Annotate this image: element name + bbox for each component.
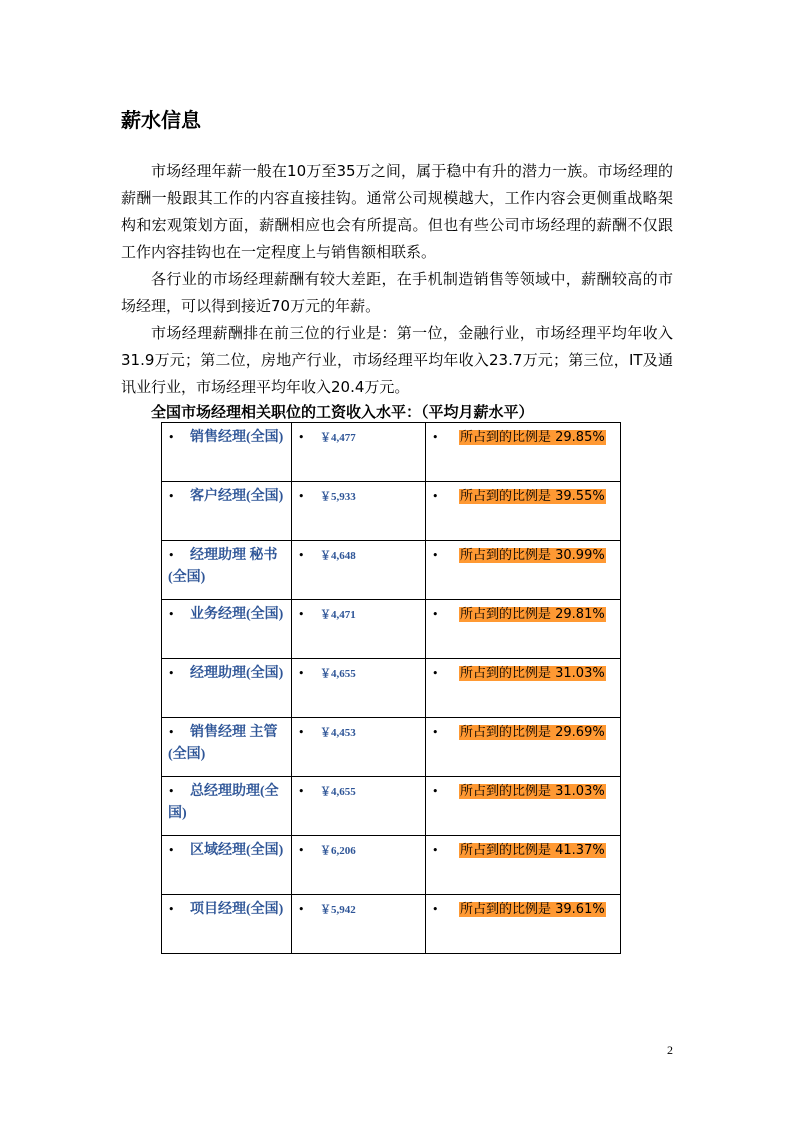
bullet-icon: • xyxy=(168,490,175,503)
salary-cell xyxy=(292,718,426,777)
bullet-icon: • xyxy=(432,608,439,621)
job-title-link[interactable]: 业务经理(全国) xyxy=(190,607,284,622)
ratio-highlight: 所占到的比例是 29.85% xyxy=(460,430,605,445)
job-title-cell xyxy=(162,600,292,659)
job-title-cell xyxy=(162,482,292,541)
bullet-icon: • xyxy=(298,726,305,739)
ratio-highlight: 所占到的比例是 31.03% xyxy=(460,784,605,799)
salary-cell xyxy=(292,659,426,718)
table-row xyxy=(162,836,621,895)
ratio-cell xyxy=(426,541,621,600)
bullet-icon: • xyxy=(298,549,305,562)
table-row xyxy=(162,659,621,718)
bullet-icon: • xyxy=(432,667,439,680)
ratio-cell xyxy=(426,895,621,954)
bullet-icon: • xyxy=(298,431,305,444)
bullet-icon: • xyxy=(432,844,439,857)
bullet-icon: • xyxy=(168,549,175,562)
bullet-icon: • xyxy=(168,844,175,857)
bullet-icon: • xyxy=(168,785,175,798)
bullet-icon: • xyxy=(298,785,305,798)
salary-table xyxy=(161,422,621,954)
ratio-cell xyxy=(426,836,621,895)
job-title-cell xyxy=(162,777,292,836)
bullet-icon: • xyxy=(168,608,175,621)
bullet-icon: • xyxy=(432,785,439,798)
salary-cell xyxy=(292,482,426,541)
job-title-cell xyxy=(162,895,292,954)
bullet-icon: • xyxy=(432,431,439,444)
ratio-cell xyxy=(426,600,621,659)
salary-value: ￥4,453 xyxy=(320,727,356,739)
bullet-icon: • xyxy=(432,903,439,916)
ratio-highlight: 所占到的比例是 29.69% xyxy=(460,725,605,740)
job-title-link[interactable]: 客户经理(全国) xyxy=(190,489,284,504)
ratio-cell xyxy=(426,482,621,541)
table-row xyxy=(162,600,621,659)
bullet-icon: • xyxy=(168,726,175,739)
salary-cell xyxy=(292,423,426,482)
salary-value: ￥4,655 xyxy=(320,668,356,680)
salary-value: ￥4,648 xyxy=(320,550,356,562)
ratio-cell xyxy=(426,423,621,482)
ratio-highlight: 所占到的比例是 29.81% xyxy=(460,607,605,622)
job-title-link[interactable]: 总经理助理(全国) xyxy=(168,784,279,821)
body-text xyxy=(121,158,673,401)
job-title-cell xyxy=(162,659,292,718)
ratio-cell xyxy=(426,777,621,836)
bullet-icon: • xyxy=(298,608,305,621)
bullet-icon: • xyxy=(168,431,175,444)
page-number: 2 xyxy=(667,1043,673,1057)
ratio-highlight: 所占到的比例是 39.55% xyxy=(460,489,605,504)
table-row xyxy=(162,541,621,600)
salary-cell xyxy=(292,895,426,954)
bullet-icon: • xyxy=(298,844,305,857)
bullet-icon: • xyxy=(432,490,439,503)
ratio-highlight: 所占到的比例是 39.61% xyxy=(460,902,605,917)
job-title-link[interactable]: 销售经理(全国) xyxy=(190,430,284,445)
bullet-icon: • xyxy=(298,490,305,503)
table-row xyxy=(162,777,621,836)
job-title-link[interactable]: 经理助理 秘书(全国) xyxy=(168,548,278,585)
job-title-link[interactable]: 销售经理 主管(全国) xyxy=(168,725,278,762)
job-title-link[interactable]: 经理助理(全国) xyxy=(190,666,284,681)
salary-value: ￥4,477 xyxy=(320,432,356,444)
page-title: 薪水信息 xyxy=(121,108,201,132)
salary-cell xyxy=(292,836,426,895)
job-title-cell xyxy=(162,541,292,600)
bullet-icon: • xyxy=(168,903,175,916)
salary-table-body xyxy=(162,423,621,954)
table-caption: 全国市场经理相关职位的工资收入水平：（平均月薪水平） xyxy=(151,403,534,421)
bullet-icon: • xyxy=(298,667,305,680)
job-title-cell xyxy=(162,718,292,777)
salary-cell xyxy=(292,541,426,600)
ratio-highlight: 所占到的比例是 31.03% xyxy=(460,666,605,681)
salary-cell xyxy=(292,777,426,836)
job-title-link[interactable]: 区域经理(全国) xyxy=(190,843,284,858)
paragraph-top-industries: 市场经理薪酬排在前三位的行业是：第一位，金融行业，市场经理平均年收入31.9万元；第二位，房地产行业，市场经理平均年收入23.7万元；第三位，IT及通讯业行业，市场经理平均年收入20.4万元。 xyxy=(121,324,673,396)
job-title-cell xyxy=(162,836,292,895)
bullet-icon: • xyxy=(168,667,175,680)
salary-value: ￥4,471 xyxy=(320,609,356,621)
paragraph-industry-gap: 各行业的市场经理薪酬有较大差距，在手机制造销售等领域中，薪酬较高的市场经理，可以得到接近70万元的年薪。 xyxy=(121,270,673,315)
bullet-icon: • xyxy=(298,903,305,916)
salary-cell xyxy=(292,600,426,659)
bullet-icon: • xyxy=(432,726,439,739)
salary-value: ￥4,655 xyxy=(320,786,356,798)
salary-value: ￥5,942 xyxy=(320,904,356,916)
table-row xyxy=(162,482,621,541)
ratio-highlight: 所占到的比例是 41.37% xyxy=(460,843,605,858)
ratio-highlight: 所占到的比例是 30.99% xyxy=(460,548,605,563)
job-title-cell xyxy=(162,423,292,482)
paragraph-salary-range: 市场经理年薪一般在10万至35万之间，属于稳中有升的潜力一族。市场经理的薪酬一般跟其工作的内容直接挂钩。通常公司规模越大，工作内容会更侧重战略架构和宏观策划方面，薪酬相应也会有所提高。但也有些公司市场经理的薪酬不仅跟工作内容挂钩也在一定程度上与销售额相联系。 xyxy=(121,162,673,261)
salary-value: ￥5,933 xyxy=(320,491,356,503)
bullet-icon: • xyxy=(432,549,439,562)
job-title-link[interactable]: 项目经理(全国) xyxy=(190,902,284,917)
ratio-cell xyxy=(426,659,621,718)
ratio-cell xyxy=(426,718,621,777)
salary-value: ￥6,206 xyxy=(320,845,356,857)
table-row xyxy=(162,895,621,954)
table-row xyxy=(162,718,621,777)
table-row xyxy=(162,423,621,482)
